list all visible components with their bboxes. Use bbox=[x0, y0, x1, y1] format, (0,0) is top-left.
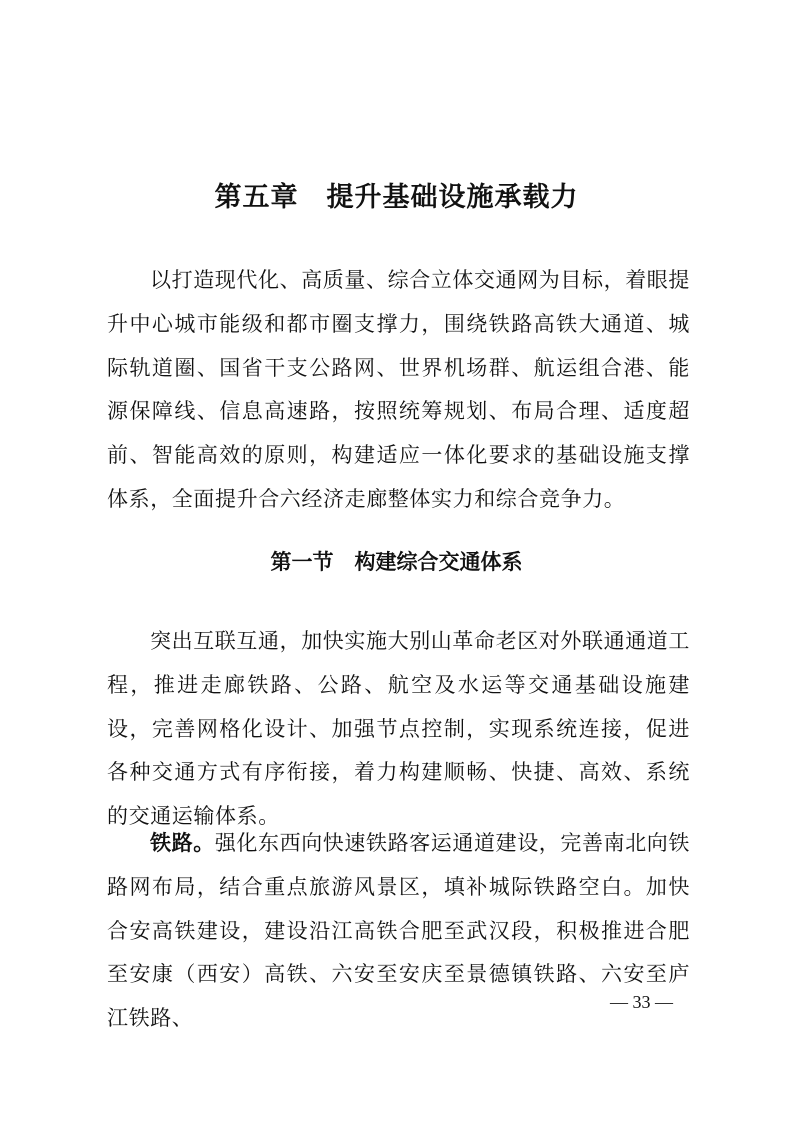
chapter-title: 第五章 提升基础设施承载力 bbox=[214, 182, 579, 213]
section-paragraph: 突出互联互通，加快实施大别山革命老区对外联通通道工程，推进走廊铁路、公路、航空及水运等交通基础设施建设，完善网格化设计、加强节点控制，实现系统连接，促进各种交通方式有序衔接，着力构建顺畅、快捷、高效、系统的交通运输体系。 bbox=[107, 629, 690, 829]
railway-paragraph bbox=[107, 822, 690, 1041]
chapter-intro-paragraph: 以打造现代化、高质量、综合立体交通网为目标，着眼提升中心城市能级和都市圈支撑力，围绕铁路高铁大通道、城际轨道圈、国省干支公路网、世界机场群、航运组合港、能源保障线、信息高速路，按照统筹规划、布局合理、适度超前、智能高效的原则，构建适应一体化要求的基础设施支撑体系，全面提升合六经济走廊整体实力和综合竞争力。 bbox=[107, 268, 690, 511]
section-title: 第一节 构建综合交通体系 bbox=[270, 550, 523, 574]
railway-text: 强化东西向快速铁路客运通道建设，完善南北向铁路网布局，结合重点旅游风景区，填补城际铁路空白。加快合安高铁建设，建设沿江高铁合肥至武汉段，积极推进合肥至安康（西安）高铁、六安至安庆至景德镇铁路、六安至庐江铁路、 bbox=[107, 831, 691, 1031]
railway-lead: 铁路。 bbox=[150, 831, 215, 855]
page-number: — 33 — bbox=[610, 992, 673, 1012]
